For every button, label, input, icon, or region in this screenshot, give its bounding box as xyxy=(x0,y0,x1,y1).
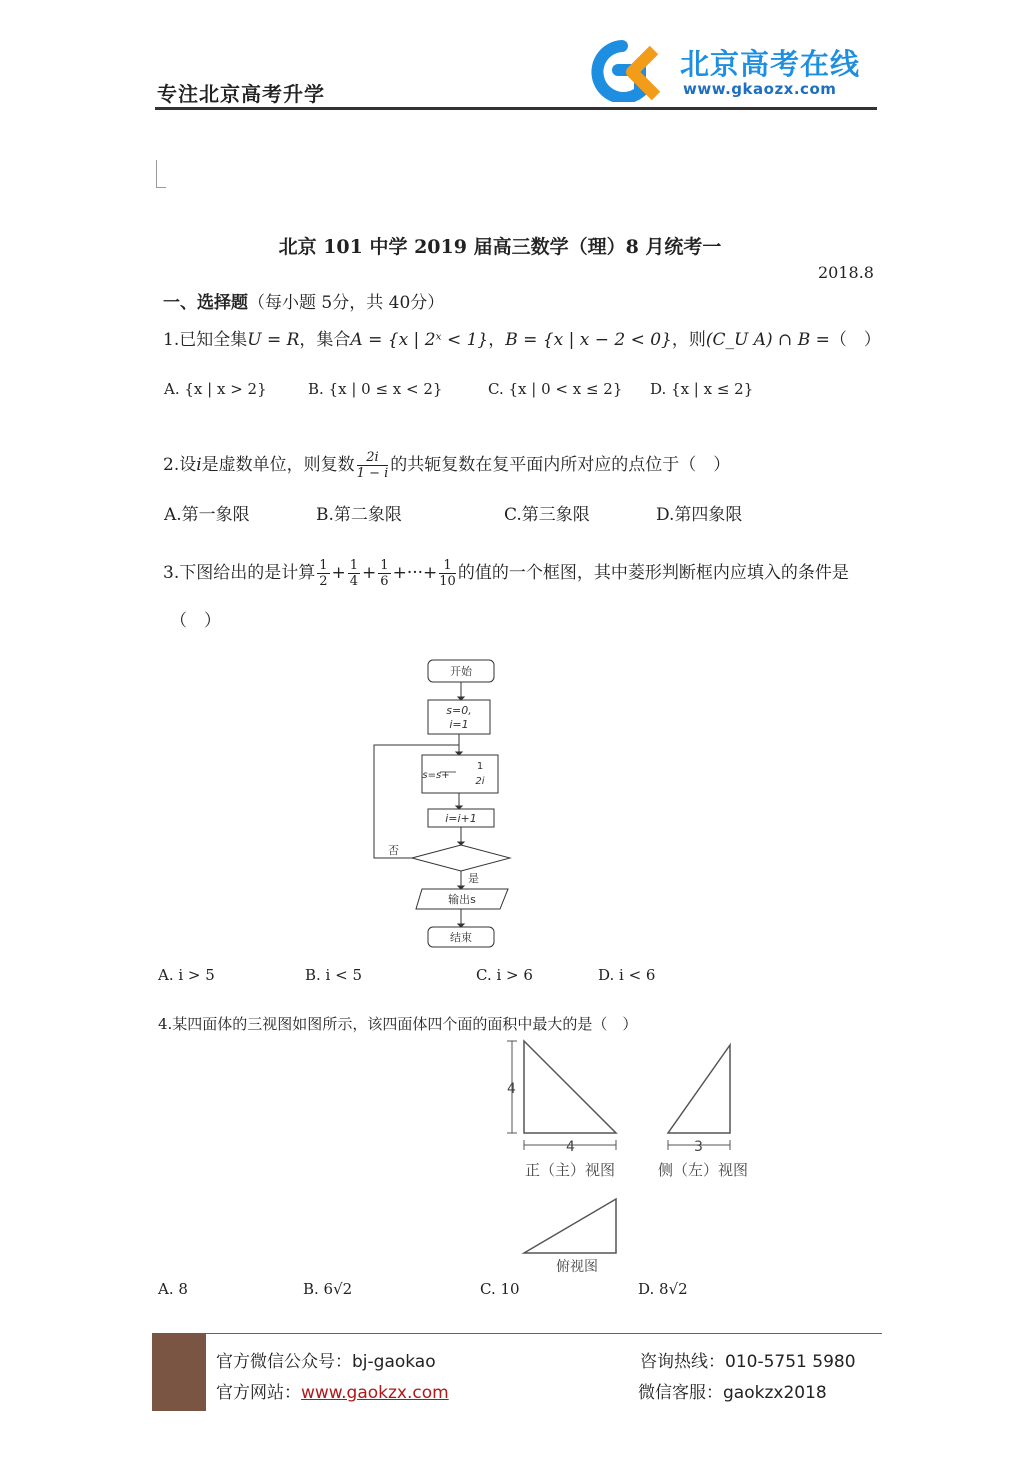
q1-option-a[interactable]: A. {x | x > 2} xyxy=(164,380,267,398)
q1-expression: (C_U A) ∩ B = xyxy=(705,330,830,350)
q3-term-4-num: 1 xyxy=(439,558,456,574)
q3-option-b[interactable]: B. i < 5 xyxy=(305,966,363,984)
section-name: 一、选择题 xyxy=(163,293,248,313)
q2-option-c[interactable]: C.第三象限 xyxy=(504,505,590,525)
q3-answer-bracket: （ ） xyxy=(170,611,221,631)
front-width-label: 4 xyxy=(566,1139,575,1155)
footer-service-id: gaokzx2018 xyxy=(723,1383,827,1403)
q3-term-3-den: 6 xyxy=(380,574,389,589)
q4-option-c[interactable]: C. 10 xyxy=(480,1280,520,1298)
q1-universe: U = R xyxy=(247,330,300,350)
brand-name: 北京高考在线 xyxy=(680,47,861,81)
front-view-triangle xyxy=(524,1041,616,1133)
top-view-label: 俯视图 xyxy=(556,1259,598,1275)
q2-fraction-numerator: 2i xyxy=(357,450,389,466)
q3-term-2-num: 1 xyxy=(349,558,359,573)
flow-update-s-label: s=s+ xyxy=(422,770,450,781)
side-view-triangle xyxy=(668,1045,730,1133)
q3-option-d[interactable]: D. i < 6 xyxy=(598,966,656,984)
flow-update-s-den: 2i xyxy=(475,776,485,787)
flow-init-label-1: s=0, xyxy=(446,704,472,717)
q1-answer-bracket: （ ） xyxy=(829,330,881,350)
footer-site-label: 官方网站： xyxy=(216,1383,301,1403)
q4-option-b[interactable]: B. 6√2 xyxy=(303,1280,353,1298)
q3-term-4 xyxy=(439,558,456,589)
flow-decision-diamond xyxy=(412,845,510,871)
footer-wechat-label: 官方微信公众号： xyxy=(216,1352,352,1372)
q2-text-a: 2.设 xyxy=(163,455,197,475)
q1-text-c: ，则 xyxy=(671,330,706,350)
q3-flowchart xyxy=(360,655,530,955)
q3-op-3: +···+ xyxy=(392,563,438,583)
q1-set-b: B = {x | x − 2 < 0} xyxy=(505,330,672,350)
footer-wechat xyxy=(216,1347,436,1372)
q1-text-b: ，集合 xyxy=(299,330,351,350)
q3-term-2 xyxy=(348,558,360,589)
q2-option-b[interactable]: B.第二象限 xyxy=(316,505,402,525)
q3-term-2-den: 4 xyxy=(349,574,359,589)
flow-no-label: 否 xyxy=(388,844,399,857)
q3-term-3-num: 1 xyxy=(380,558,389,573)
q3-term-1 xyxy=(317,558,329,589)
q3-term-1-den: 2 xyxy=(319,574,328,589)
q4-three-views xyxy=(500,1035,765,1280)
header-slogan: 专注北京高考升学 xyxy=(157,82,325,106)
section-heading xyxy=(163,288,444,313)
footer-hotline-number: 010-5751 5980 xyxy=(725,1352,856,1372)
q3-op-1: + xyxy=(331,563,346,583)
q3-option-a[interactable]: A. i > 5 xyxy=(158,966,215,984)
q2-text-c: 的共轭复数在复平面内所对应的点位于（ ） xyxy=(390,455,731,475)
footer-service-label: 微信客服： xyxy=(638,1383,723,1403)
q4-option-a[interactable]: A. 8 xyxy=(158,1280,188,1298)
question-2-stem xyxy=(163,450,730,481)
q1-option-b[interactable]: B. {x | 0 ≤ x < 2} xyxy=(308,380,443,398)
side-view-label: 侧（左）视图 xyxy=(657,1161,749,1179)
footer-rule xyxy=(206,1333,882,1334)
q3-option-c[interactable]: C. i > 6 xyxy=(476,966,533,984)
exam-title: 北京 101 中学 2019 届高三数学（理）8 月统考一 xyxy=(278,236,722,258)
page-corner-mark xyxy=(156,160,166,188)
flow-start-label: 开始 xyxy=(450,665,472,678)
top-view-triangle xyxy=(524,1199,616,1253)
q4-option-d[interactable]: D. 8√2 xyxy=(638,1280,688,1298)
q3-op-2: + xyxy=(362,563,377,583)
q3-text-b: 的值的一个框图，其中菱形判断框内应填入的条件是 xyxy=(457,563,849,583)
q2-text-b: 是虚数单位，则复数 xyxy=(201,455,355,475)
flow-yes-label: 是 xyxy=(468,872,479,885)
q2-option-d[interactable]: D.第四象限 xyxy=(656,505,743,525)
q1-set-a: A = {x | 2ˣ < 1} xyxy=(350,330,489,350)
q2-fraction xyxy=(357,450,389,481)
footer-site-link[interactable]: www.gaokzx.com xyxy=(301,1383,449,1403)
footer-wechat-id: bj-gaokao xyxy=(352,1352,436,1372)
footer-site xyxy=(216,1378,449,1403)
side-width-label: 3 xyxy=(694,1139,703,1155)
brand-url[interactable]: www.gkaozx.com xyxy=(683,80,837,98)
header-rule xyxy=(155,107,877,110)
footer-hotline xyxy=(640,1347,856,1372)
flow-update-s-num: 1 xyxy=(476,761,484,772)
footer-service xyxy=(638,1378,827,1403)
q1-text-a: 1.已知全集 xyxy=(163,330,248,350)
question-1-stem xyxy=(163,325,881,350)
question-3-stem xyxy=(163,558,849,589)
q3-term-1-num: 1 xyxy=(319,558,328,573)
question-4-stem: 4.某四面体的三视图如图所示，该四面体四个面的面积中最大的是（ ） xyxy=(158,1015,638,1033)
footer-color-block xyxy=(152,1333,206,1411)
footer-hotline-label: 咨询热线： xyxy=(640,1352,725,1372)
flow-end-label: 结束 xyxy=(450,931,472,944)
q2-imag-unit: i xyxy=(196,455,202,475)
q3-text-a: 3.下图给出的是计算 xyxy=(163,563,316,583)
q3-term-4-den: 10 xyxy=(439,574,456,589)
q1-option-c[interactable]: C. {x | 0 < x ≤ 2} xyxy=(488,380,623,398)
q1-sep: ， xyxy=(488,330,506,350)
flow-output-label: 输出s xyxy=(448,893,476,906)
flow-update-i-label: i=i+1 xyxy=(445,812,477,825)
q2-fraction-denominator: 1 − i xyxy=(356,466,389,481)
q2-option-a[interactable]: A.第一象限 xyxy=(164,505,250,525)
exam-date: 2018.8 xyxy=(818,263,874,282)
q3-term-3 xyxy=(378,558,390,589)
flow-init-label-2: i=1 xyxy=(449,718,469,731)
front-view-label: 正（主）视图 xyxy=(524,1161,616,1179)
q1-option-d[interactable]: D. {x | x ≤ 2} xyxy=(650,380,754,398)
front-height-label: 4 xyxy=(507,1081,516,1097)
section-note: （每小题 5分，共 40分） xyxy=(248,293,445,313)
